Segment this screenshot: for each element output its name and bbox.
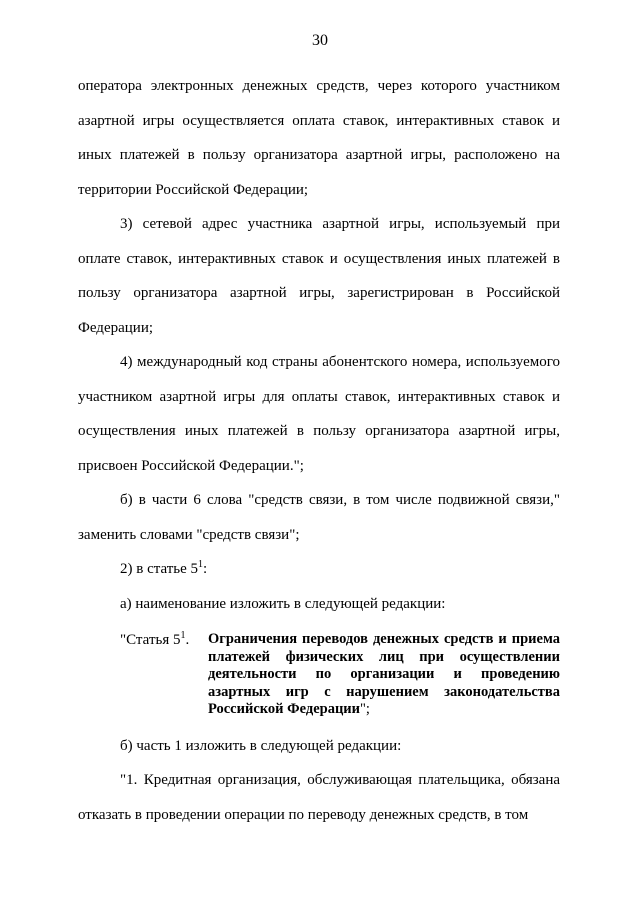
- paragraph-article-5-1: [78, 552, 560, 587]
- article-label-superscript: 1: [180, 630, 186, 641]
- article-label: [78, 631, 208, 719]
- paragraph-item-3: 3) сетевой адрес участника азартной игры, используемый при оплате ставок, интерактивных ставок и осуществления иных платежей в пользу организатора азартной игры, зарегистрирован в Российской Федерации;: [78, 216, 560, 336]
- paragraph-part-6-amendment: б) в части 6 слова "средств связи, в том числе подвижной связи," заменить словами "средств связи";: [78, 492, 560, 543]
- paragraph-title-amendment: а) наименование изложить в следующей редакции:: [120, 595, 446, 612]
- page-number: 30: [312, 32, 328, 49]
- article-ref-text: 2) в статье 5: [120, 561, 199, 577]
- paragraph-new-part-1: "1. Кредитная организация, обслуживающая плательщика, обязана отказать в проведении операции по переводу денежных средств, в том: [78, 772, 560, 823]
- article-label-text: "Статья 5: [120, 632, 181, 648]
- article-ref-colon: :: [203, 561, 208, 577]
- article-title-closing: ";: [360, 701, 370, 717]
- article-title: [208, 631, 560, 719]
- paragraph-part-1-amendment: б) часть 1 изложить в следующей редакции:: [120, 737, 402, 754]
- article-label-dot: .: [185, 632, 190, 648]
- article-heading-block: [78, 631, 560, 719]
- document-body: [78, 69, 560, 832]
- article-title-text: Ограничения переводов денежных средств и приема платежей физических лиц при осуществлении деятельности по организации и проведению азартных игр с нарушением законодательства Российской Федерации: [208, 631, 560, 717]
- paragraph-continuation: оператора электронных денежных средств, через которого участником азартной игры осуществляется оплата ставок, интерактивных ставок и иных платежей в пользу организатора азартной игры, расположено на территории Российской Федерации;: [78, 78, 560, 198]
- article-ref-superscript: 1: [198, 559, 204, 570]
- paragraph-item-4: 4) международный код страны абонентского номера, используемого участником азартной игры для оплаты ставок, интерактивных ставок и осуществления иных платежей в пользу организатора азартной игры, присвоен Российской Федерации.";: [78, 354, 560, 474]
